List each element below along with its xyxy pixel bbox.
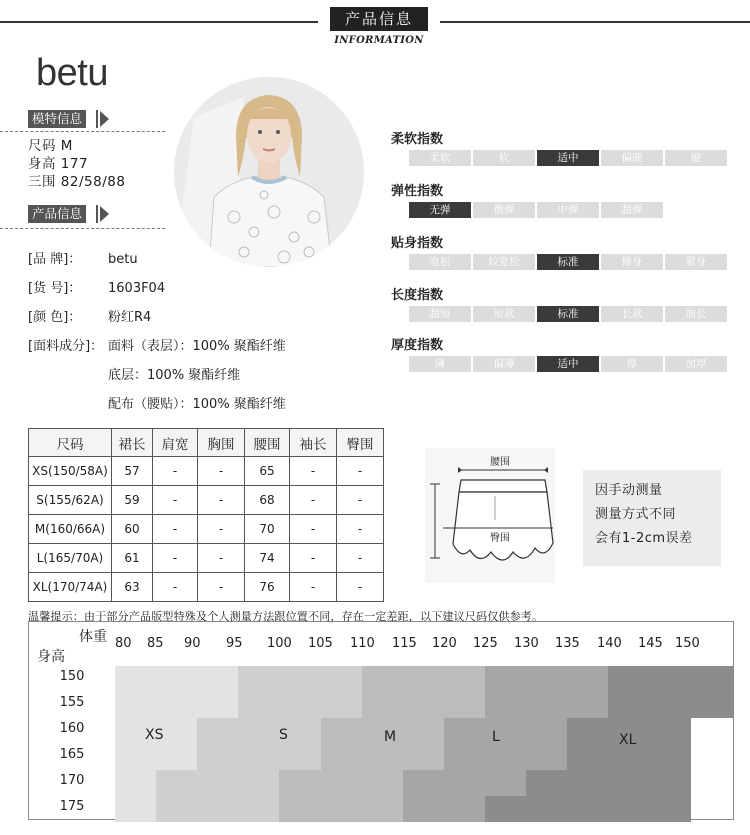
row-value: 底层：100% 聚酯纤维 <box>108 368 241 383</box>
table-cell: L(165/70A) <box>29 544 112 573</box>
index-option: 软 <box>473 150 535 166</box>
size-zone <box>238 692 362 718</box>
table-cell: - <box>198 457 245 486</box>
product-info-tag: 产品信息 <box>28 205 86 223</box>
index-option: 硬 <box>665 150 727 166</box>
table-cell: - <box>337 515 384 544</box>
weight-label: 100 <box>267 636 292 651</box>
row-label: [颜 色]： <box>28 310 82 325</box>
product-row-trim <box>28 393 286 412</box>
height-label: 175 <box>59 799 85 814</box>
size-zone <box>485 692 608 718</box>
size-zone-label: S <box>279 727 288 743</box>
table-row <box>29 573 384 602</box>
size-zone <box>362 692 485 718</box>
size-zone <box>197 718 321 744</box>
weight-label: 95 <box>226 636 243 651</box>
table-cell: - <box>337 457 384 486</box>
index-name: 长度指数 <box>391 288 444 303</box>
brand-logo: betu <box>36 52 108 94</box>
size-zone <box>321 744 444 770</box>
size-zone <box>197 744 321 770</box>
index-option: 宽松 <box>409 254 471 270</box>
tag-bar <box>96 205 98 223</box>
size-zone-label: L <box>492 729 500 745</box>
model-measurements: 三围 82/58/88 <box>28 174 126 190</box>
tag-bar <box>96 110 98 128</box>
index-name: 弹性指数 <box>391 184 444 199</box>
table-cell: - <box>290 457 337 486</box>
index-option: 较宽松 <box>473 254 535 270</box>
table-cell: - <box>337 544 384 573</box>
model-info-tag: 模特信息 <box>28 110 86 128</box>
index-name: 柔软指数 <box>391 132 444 147</box>
row-label: [品 牌]： <box>28 252 82 267</box>
size-zone <box>156 796 279 822</box>
table-cell: - <box>153 457 198 486</box>
column-header: 袖长 <box>290 429 337 457</box>
row-value: 面料（表层）：100% 聚酯纤维 <box>108 339 286 354</box>
index-option: 微弹 <box>473 202 535 218</box>
weight-label: 110 <box>350 636 375 651</box>
height-header-label: 身高 <box>37 649 65 665</box>
size-zone-label: XL <box>619 732 637 748</box>
size-zone <box>115 692 238 718</box>
index-option: 标准 <box>537 254 599 270</box>
row-value: betu <box>108 252 138 267</box>
table-cell: - <box>198 486 245 515</box>
tag-arrow-icon <box>100 206 109 222</box>
height-label: 165 <box>59 747 85 762</box>
row-label: [货 号]： <box>28 281 82 296</box>
index-option: 偏硬 <box>601 150 663 166</box>
size-zone <box>403 796 485 822</box>
height-label: 150 <box>59 669 85 684</box>
height-label: 170 <box>59 773 85 788</box>
weight-label: 90 <box>184 636 201 651</box>
index-option: 加长 <box>665 306 727 322</box>
weight-label: 145 <box>638 636 663 651</box>
table-cell: - <box>290 486 337 515</box>
weight-label: 125 <box>473 636 498 651</box>
table-cell: XL(170/74A) <box>29 573 112 602</box>
column-header: 裙长 <box>112 429 153 457</box>
header-rule-right <box>440 21 750 23</box>
weight-label: 80 <box>115 636 132 651</box>
table-cell: - <box>198 544 245 573</box>
row-value: 1603F04 <box>108 281 166 296</box>
table-cell: XS(150/58A) <box>29 457 112 486</box>
size-zone <box>444 718 567 744</box>
divider <box>0 131 165 132</box>
table-row <box>29 515 384 544</box>
table-cell: - <box>198 573 245 602</box>
row-value: 粉红R4 <box>108 310 152 325</box>
index-option: 无弹 <box>409 202 471 218</box>
size-zone <box>526 770 691 796</box>
skirt-diagram <box>425 448 555 583</box>
waist-label: 腰围 <box>490 457 510 468</box>
row-label: [面料成分]： <box>28 339 104 354</box>
model-size: 尺码 M <box>28 138 73 154</box>
weight-label: 115 <box>392 636 417 651</box>
index-option: 偏薄 <box>473 356 535 372</box>
size-table <box>28 428 384 602</box>
size-zone <box>238 666 362 692</box>
size-zone <box>115 744 197 770</box>
size-zone <box>403 770 526 796</box>
index-option: 修身 <box>601 254 663 270</box>
weight-label: 105 <box>308 636 333 651</box>
table-cell: 68 <box>245 486 290 515</box>
product-row-color <box>28 306 151 325</box>
tag-arrow-icon <box>100 111 109 127</box>
index-option: 紧身 <box>665 254 727 270</box>
index-option: 超弹 <box>601 202 663 218</box>
header-rule-left <box>0 21 318 23</box>
size-zone-label: M <box>384 729 397 745</box>
column-header: 胸围 <box>198 429 245 457</box>
column-header: 臀围 <box>337 429 384 457</box>
note-line: 会有1-2cm误差 <box>595 531 693 546</box>
index-option: 柔软 <box>409 150 471 166</box>
product-row-lining <box>28 364 240 383</box>
divider <box>0 228 165 229</box>
model-height: 身高 177 <box>28 156 89 172</box>
table-row <box>29 544 384 573</box>
size-zone <box>362 666 485 692</box>
size-zone <box>279 796 403 822</box>
size-zone <box>115 796 156 822</box>
table-cell: - <box>153 573 198 602</box>
section-title: 产品信息 <box>330 7 428 31</box>
table-cell: 59 <box>112 486 153 515</box>
size-zone <box>608 692 734 718</box>
column-header: 腰围 <box>245 429 290 457</box>
note-line: 测量方式不同 <box>595 507 677 522</box>
index-option: 长款 <box>601 306 663 322</box>
index-option: 标准 <box>537 306 599 322</box>
table-row <box>29 457 384 486</box>
index-option: 超短 <box>409 306 471 322</box>
size-zone <box>115 770 156 796</box>
table-header-row <box>29 429 384 457</box>
size-zone <box>115 666 238 692</box>
table-cell: - <box>337 573 384 602</box>
weight-label: 150 <box>675 636 700 651</box>
product-row-fabric <box>28 335 286 354</box>
table-cell: S(155/62A) <box>29 486 112 515</box>
product-row-brand <box>28 248 138 267</box>
index-name: 厚度指数 <box>391 338 444 353</box>
table-cell: - <box>290 515 337 544</box>
size-zone <box>321 718 444 744</box>
size-zone <box>608 666 734 692</box>
table-cell: 70 <box>245 515 290 544</box>
table-cell: - <box>290 544 337 573</box>
size-recommendation-grid <box>28 621 734 820</box>
table-cell: - <box>198 515 245 544</box>
height-label: 155 <box>59 695 85 710</box>
index-option: 中弹 <box>537 202 599 218</box>
index-name: 贴身指数 <box>391 236 444 251</box>
table-cell: - <box>290 573 337 602</box>
table-cell: - <box>337 486 384 515</box>
note-line: 因手动测量 <box>595 483 663 498</box>
size-zone <box>156 770 279 796</box>
table-cell: - <box>153 486 198 515</box>
table-cell: 65 <box>245 457 290 486</box>
size-zone <box>485 666 608 692</box>
index-option: 适中 <box>537 356 599 372</box>
measure-note <box>583 470 721 566</box>
product-row-sku <box>28 277 165 296</box>
weight-header-label: 体重 <box>79 629 107 645</box>
table-cell: 57 <box>112 457 153 486</box>
index-option: 适中 <box>537 150 599 166</box>
column-header: 肩宽 <box>153 429 198 457</box>
weight-label: 135 <box>555 636 580 651</box>
index-option: 薄 <box>409 356 471 372</box>
model-illustration <box>174 77 364 267</box>
weight-label: 85 <box>147 636 164 651</box>
row-value: 配布（腰贴）：100% 聚酯纤维 <box>108 397 286 412</box>
table-cell: 61 <box>112 544 153 573</box>
size-zone-label: XS <box>145 727 164 743</box>
weight-label: 130 <box>514 636 539 651</box>
column-header: 尺码 <box>29 429 112 457</box>
weight-label: 120 <box>432 636 457 651</box>
index-option: 短款 <box>473 306 535 322</box>
table-cell: - <box>153 515 198 544</box>
size-zone <box>444 744 567 770</box>
table-cell: - <box>153 544 198 573</box>
height-label: 160 <box>59 721 85 736</box>
model-photo <box>174 77 364 267</box>
size-zone <box>485 796 691 822</box>
section-subtitle: INFORMATION <box>334 35 424 46</box>
table-cell: 76 <box>245 573 290 602</box>
table-row <box>29 486 384 515</box>
table-cell: 60 <box>112 515 153 544</box>
size-tip: 温馨提示：由于部分产品版型特殊及个人测量方法跟位置不同，存在一定差距，以下建议尺码仅供参考。 <box>28 610 544 623</box>
index-option: 加厚 <box>665 356 727 372</box>
weight-label: 140 <box>597 636 622 651</box>
hip-label: 臀围 <box>490 533 510 544</box>
table-cell: 74 <box>245 544 290 573</box>
table-cell: M(160/66A) <box>29 515 112 544</box>
index-option: 厚 <box>601 356 663 372</box>
size-zone <box>279 770 403 796</box>
table-cell: 63 <box>112 573 153 602</box>
